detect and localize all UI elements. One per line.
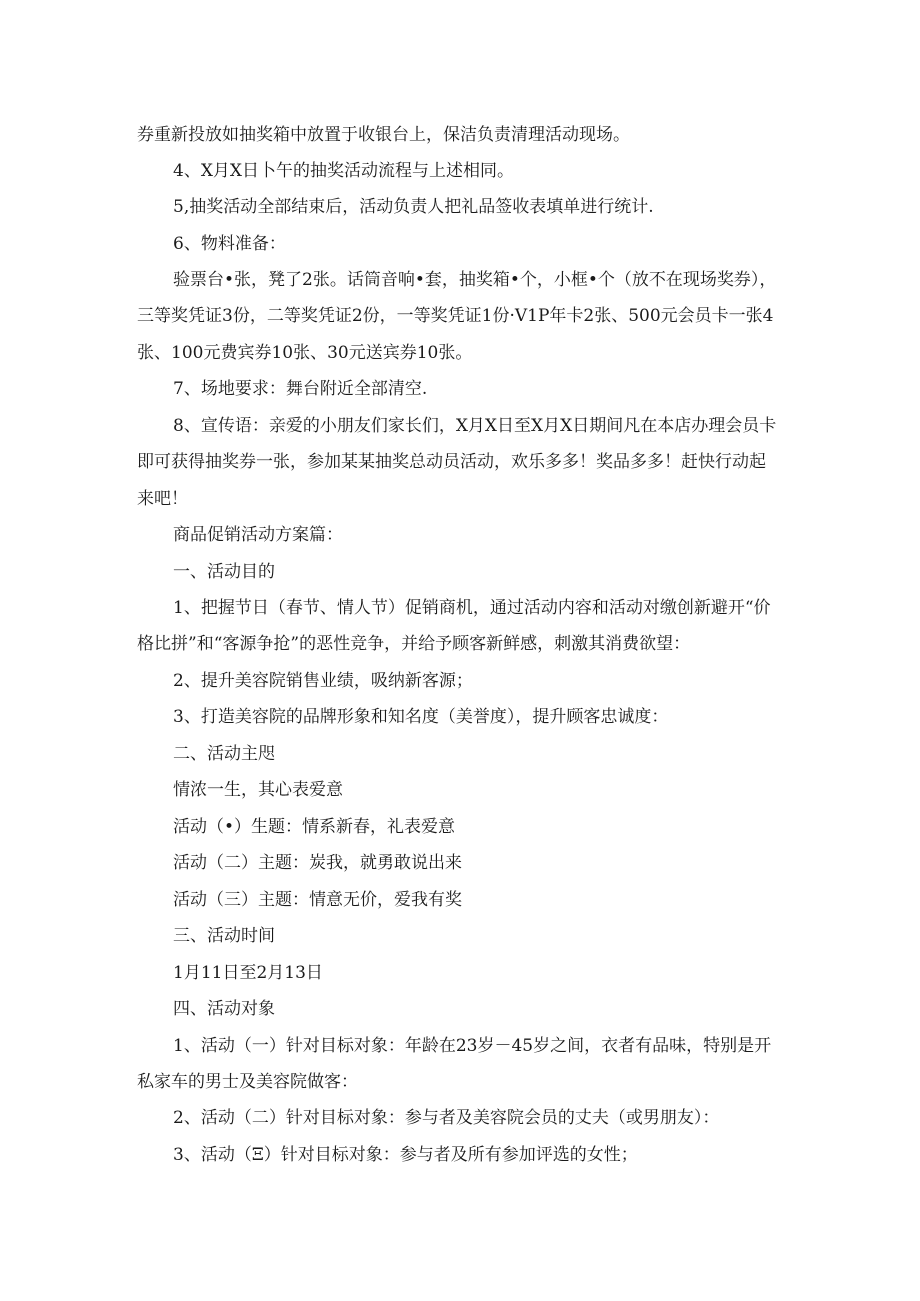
text-line-4: 6、物料准备： <box>173 234 286 254</box>
text-line-9: 8、宣传语：亲爱的小朋友们家长们，X月X日至X月X日期间凡在本店办理会员卡 <box>173 416 777 436</box>
text-line-11: 来吧！ <box>137 489 188 509</box>
text-line-16: 2、提升美容院销售业绩，吸纳新客源； <box>173 671 473 691</box>
heading-1: 一、活动目的 <box>173 562 275 582</box>
text-line-6: 三等奖凭证3份，二等奖凭证2份，一等奖凭证1份·V1P年卡2张、500元会员卡一张4 <box>137 306 774 326</box>
text-line-24: 1月11日至2月13日 <box>173 963 323 983</box>
text-line-15: 格比拼”和“客源争抢”的恶性竞争，并给予顾客新鲜感，刺激其消费欲望： <box>137 634 691 654</box>
text-line-28: 2、活动（二）针对目标对象：参与者及美容院会员的丈夫（或男朋友）： <box>173 1108 720 1128</box>
heading-3: 三、活动时间 <box>173 926 275 946</box>
text-line-2: 4、X月X日卜午的抽奖活动流程与上述相同。 <box>173 161 515 181</box>
text-line-17: 3、打造美容院的品牌形象和知名度（美誉度），提升顾客忠诚度： <box>173 707 669 727</box>
text-line-7: 张、100元费宾券10张、30元送宾券10张。 <box>137 343 473 363</box>
text-line-1: 券重新投放如抽奖箱中放置于收银台上，保洁负责清理活动现场。 <box>137 125 630 145</box>
text-line-14: 1、把握节日（春节、情人节）促销商机，通过活动内容和活动对缴创新避开“价 <box>173 598 771 618</box>
text-line-20: 活动（•）生题：情系新春，礼表爱意 <box>173 817 456 837</box>
text-line-22: 活动（三）主题：情意无价，爱我有奖 <box>173 890 462 910</box>
text-line-21: 活动（二）主题：炭我，就勇敢说出来 <box>173 853 462 873</box>
text-line-3: 5,抽奖活动全部结束后，活动负责人把礼品签收表填单进行统计. <box>173 197 654 217</box>
text-line-10: 即可获得抽奖券一张，参加某某抽奖总动员活动，欢乐多多！奖品多多！赶快行动起 <box>137 452 766 472</box>
text-line-29: 3、活动（Ξ）针对目标对象：参与者及所有参加评选的女性； <box>173 1145 638 1165</box>
text-line-5: 验票台•张，凳了2张。话筒音响•套，抽奖箱•个，小框•个（放不在现场奖券）， <box>173 270 777 290</box>
heading-2: 二、活动主咫 <box>173 744 275 764</box>
text-line-26: 1、活动（一）针对目标对象：年龄在23岁－45岁之间，衣者有品味，特别是开 <box>173 1036 772 1056</box>
text-line-19: 情浓一生，其心表爱意 <box>173 780 343 800</box>
text-line-8: 7、场地要求：舞台附近全部清空. <box>173 379 428 399</box>
heading-4: 四、活动对象 <box>173 999 275 1019</box>
text-line-27: 私家车的男士及美容院做客： <box>137 1072 358 1092</box>
section-heading: 商品促销活动方案篇： <box>173 525 343 545</box>
